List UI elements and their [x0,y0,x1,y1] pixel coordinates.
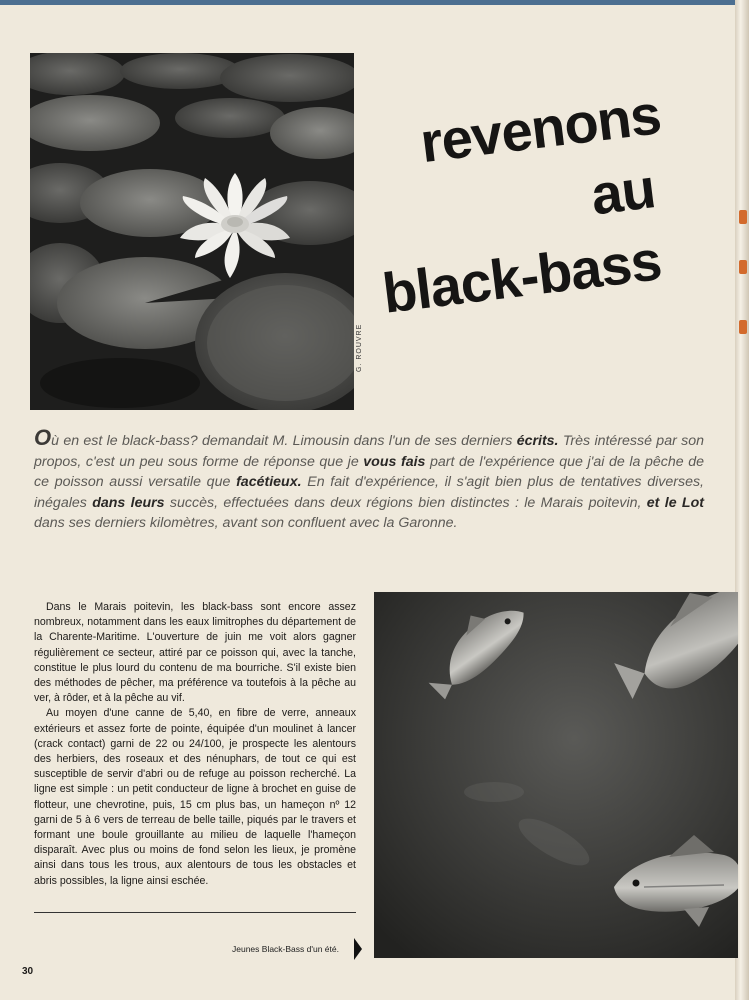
water-lily-photo [30,53,354,410]
intro-text: succès, effectuées dans deux régions bien distinctes : le Marais poitevin, [164,494,647,511]
spine-mark [739,210,747,224]
photo-caption: Jeunes Black-Bass d'un été. [232,944,339,954]
body-paragraph: Au moyen d'une canne de 5,40, en fibre de verre, anneaux extérieurs et assez forte de pointe, équipée d'un moulinet à lancer (crack contact) garni de 22 ou 24/100, je prospecte les alentours des herbiers, des roseaux et des nénuphars, de tout ce qui est susceptible de servir d'abri ou de refuge au poisson recherché. La ligne est simple : un petit conducteur de ligne à brochet en guise de flotteur, une chevrotine, puis, 15 cm plus bas, un hameçon nº 12 garni de 5 à 6 vers de terreau de belle taille, piqués par le travers et formant une boule grouillante au milieu de laquelle l'hameçon disparaît. Avec plus ou moins de fond selon les lieux, je promène ainsi dans tous les trous, aux alentours de tous les obstacles et abris possibles, la ligne ainsi eschée. [34,707,356,887]
intro-text: Très intéressé par son propos, c'est un peu sous forme de réponse que je [34,433,704,470]
intro-text: dans ses derniers kilomètres, avant son confluent avec la Garonne. [34,515,458,531]
spine-mark [739,260,747,274]
intro-text: En fait d'expérience, il s'agit bien plus de tentatives diverses, inégales [34,474,704,511]
intro-text: ù en est le black-bass? demandait M. Limousin dans l'un de ses derniers [51,433,517,449]
intro-text: et le Lot [646,494,704,511]
intro-text: part de l'expérience que j'ai de la pêche de ce poisson aussi versatile que [34,453,704,490]
dropcap: O [34,425,52,450]
spine-mark [739,320,747,334]
headline [380,70,700,330]
photo-credit: G. ROUVRE [356,323,363,372]
black-bass-photo [374,592,738,958]
intro-text: facétieux. [236,474,302,490]
body-paragraph: Dans le Marais poitevin, les black-bass sont encore assez nombreux, notamment dans les eaux limitrophes du département de la Charente-Maritime. L'ouverture de juin me voit alors gagner régulièrement ce secteur, attiré par ce poisson qui, avec la tanche, constitue le plus lourd du contenu de ma bourriche. S'il existe bien des méthodes de pêcher, ma préférence va toutefois à la pêche au ver, à rôder, et à la pêche au vif. [34,601,356,705]
headline-line: black-bass [378,228,664,325]
headline-line: revenons [416,82,664,175]
page-number: 30 [22,966,34,977]
intro-text: dans leurs [92,494,165,511]
page-top-edge [0,0,749,5]
intro-text: vous fais [363,453,426,470]
caption-arrow-icon [354,938,362,960]
column-rule [34,912,356,913]
intro-text: écrits. [516,433,559,449]
headline-line: au [587,156,658,227]
body-column [34,600,356,889]
intro-paragraph [34,425,704,534]
